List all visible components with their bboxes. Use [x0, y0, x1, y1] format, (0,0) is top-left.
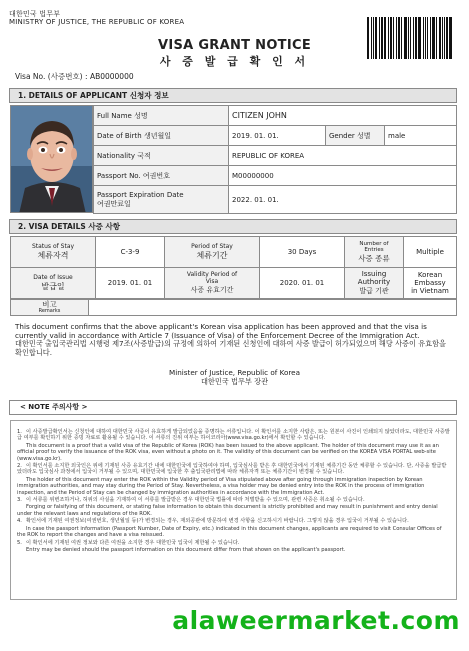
gender-value: male: [385, 126, 457, 146]
note-text: 이 확인서에 기재된 여권 정보와 다른 여권을 소지한 경우 대한민국 입국이 제한될 수 있습니다.: [26, 539, 240, 546]
note-item: [17, 429, 450, 442]
note-item: [17, 443, 450, 462]
signer-en: Minister of Justice, Republic of Korea: [169, 368, 300, 377]
note-text: In case the passport information (Passport Number, Date of Expiry, etc.) indicated in this document changes, applicants are required to visit Consular Offices of the ROK to report the changes and have a visa reissued.: [17, 525, 442, 539]
period-of-stay-value: 30 Days: [260, 237, 345, 268]
note-text: 이 사증발급확인서는 신청인에 대하여 대한민국 사증이 유효하게 발급되었음을 증명하는 서류입니다. 이 확인서를 소지한 사람은, 또는 원본이 사진이 인쇄되지 않았더라도, 대한민국 사증발급 여부를 확인하기 위한 증빙 자료로 활용될 수 있습니다. 이 서류의 진위 여부는 하이코리아(www.visa.go.kr)에서 확인할 수 있습니다.: [17, 429, 450, 442]
applicant-section-header: [9, 88, 457, 103]
watermark: alaweermarket.com: [172, 606, 460, 635]
note-text: 확인서에 기재된 여권정보(여권번호, 생년월일 등)가 변경되는 경우, 재외공관에 방문하여 변경 사항을 신고하시기 바랍니다. 그렇지 않을 경우 입국이 거부될 수 있습니다.: [26, 518, 409, 525]
notes-list: [10, 420, 457, 600]
full-name-label: Full Name 성명: [94, 106, 229, 126]
validity-period-label: [165, 268, 260, 299]
authority-label-en1: Issuing: [361, 270, 387, 278]
status-label-ko: 체류자격: [37, 251, 69, 260]
period-label-ko: 체류기간: [196, 251, 228, 260]
note-text: This document is a proof that a valid visa of the Republic of Korea (ROK) has been issued to the above applicant. The holder of this document may use it as an official proof to verify the issuance of the ROK visa, even without a photo on it. The validity of this document can be verified on the KOREA VISA PORTAL web-site (www.visa.go.kr).: [17, 442, 439, 462]
date-of-issue-label: [11, 268, 96, 299]
visa-section-title: 2. VISA DETAILS: [18, 222, 86, 231]
document-title: VISA GRANT NOTICE: [157, 38, 312, 53]
status-of-stay-value: C-3-9: [96, 237, 165, 268]
entries-label-ko: 사증 종류: [358, 253, 390, 263]
authority-line1: Korean Embassy: [414, 271, 446, 287]
passport-expiry-value: 2022. 01. 01.: [229, 186, 457, 214]
ministry-header: [9, 10, 184, 26]
entries-label-en2: Entries: [364, 246, 384, 253]
status-of-stay-label: [11, 237, 96, 268]
validity-label-ko: 사증 유효기간: [190, 286, 234, 294]
passport-label: Passport No. 여권번호: [94, 166, 229, 186]
note-number: 1.: [17, 429, 22, 435]
issuing-authority-value: [404, 268, 457, 299]
notes-header: < NOTE 주의사항 >: [9, 400, 457, 415]
applicant-details-table: [93, 105, 457, 214]
visa-number-line: Visa No. (사증번호) : AB0000000: [15, 72, 134, 81]
passport-value: M00000000: [229, 166, 457, 186]
visa-section-header: [9, 219, 457, 234]
note-number: 3.: [17, 497, 22, 504]
confirmation-text: [15, 323, 455, 357]
note-item: [17, 518, 450, 524]
gender-label: Gender 성별: [326, 126, 385, 146]
note-item: [17, 547, 450, 553]
issue-label-en: Date of Issue: [33, 274, 73, 281]
authority-label-en2: Authority: [357, 278, 391, 286]
signer-block: [0, 369, 469, 386]
ministry-name-en: MINISTRY OF JUSTICE, THE REPUBLIC OF KOREA: [9, 18, 185, 26]
issuing-authority-label: [345, 268, 404, 299]
visa-number-label: Visa No.: [15, 72, 46, 81]
note-text: 이 확인서를 소지한 외국인은 위에 기재된 사증 유효기간 내에 대한민국에 입국하여야 하며, 입국심사를 받은 후 대한민국에서 기재된 체류기간 동안 체류할 수 있습니다. 단, 사증을 발급받았더라도 입국심사 과정에서 입국이 거부될 수 있으며, 대한민국에 입국한 후 출입국관리법에 따라 체류자격 또는 체류기간이 변경될 수 있습니다.: [17, 463, 447, 476]
remarks-label-en: Remarks: [38, 308, 61, 314]
note-text: Entry may be denied should the passport information on this document differ from that shown on the applicant's passport.: [26, 546, 346, 553]
issue-label-ko: 발급일: [41, 282, 65, 291]
remarks-row: [10, 299, 457, 316]
note-number: 2.: [17, 463, 22, 470]
visa-number-label-ko: (사증번호): [47, 72, 83, 81]
validity-label-en2: Visa: [205, 278, 219, 285]
period-label-en: Period of Stay: [191, 243, 233, 250]
entries-label-en1: Number of: [359, 240, 389, 247]
entries-label: [345, 237, 404, 268]
date-of-issue-value: 2019. 01. 01: [96, 268, 165, 299]
authority-label-ko: 발급 기관: [359, 287, 389, 295]
remarks-label-ko: 비고: [42, 300, 57, 309]
authority-line2: in Vietnam: [411, 287, 449, 295]
note-item: [17, 477, 450, 496]
passport-expiry-label-en: Passport Expiration Date: [97, 190, 184, 199]
status-label-en: Status of Stay: [31, 243, 75, 250]
period-of-stay-label: [165, 237, 260, 268]
note-text: Forging or falsifying of this document, or stating false information to obtain this document is strictly prohibited and may result in punishment and entry denial under the relevant laws and regulations of the ROK.: [17, 504, 438, 517]
note-item: [17, 526, 450, 539]
remarks-label: [11, 300, 89, 315]
visa-details-table: [10, 236, 457, 299]
full-name-value: CITIZEN JOHN: [229, 106, 457, 126]
applicant-section-title: 1. DETAILS OF APPLICANT: [18, 91, 128, 100]
applicant-section-title-ko: 신청자 정보: [129, 91, 169, 100]
entries-value: Multiple: [404, 237, 457, 268]
note-text: The holder of this document may enter the ROK within the Validity period of Visa stipulated above after going through immigration inspection by Korean immigration authorities, and may stay during the Period of Stay. Nevertheless, a visa holder may be denied entry into the ROK in the process of immigration inspection, and the Period of Stay can be changed by immigration authorities in accordance with the Immigration Act.: [17, 476, 425, 496]
note-item: [17, 540, 450, 546]
confirmation-ko: 대한민국 출입국관리법 시행령 제7조(사증발급)의 규정에 의하여 기재된 신청인에 대하여 사증 발급이 허가되었으며 해당 사증이 유효함을 확인합니다.: [15, 339, 446, 357]
signer-ko: 대한민국 법무부 장관: [200, 376, 269, 386]
note-item: [17, 497, 450, 503]
note-item: [17, 463, 450, 476]
note-number: 4.: [17, 518, 22, 525]
confirmation-en: This document confirms that the above applicant's Korean visa application has been approved and that the visa is currently valid in accordance with Article 7 (Issuance of Visa) of the Enforcement Decree of the Immigration Act.: [15, 322, 427, 340]
applicant-photo: [10, 105, 93, 213]
dob-label: Date of Birth 생년월일: [94, 126, 229, 146]
document-title-ko: 사 증 발 급 확 인 서: [159, 55, 310, 68]
validity-label-en1: Validity Period of: [186, 271, 238, 278]
note-number: 5.: [17, 539, 22, 546]
note-item: [17, 504, 450, 517]
passport-expiry-label-ko: 여권만료일: [97, 199, 131, 208]
visa-number-value: AB0000000: [89, 72, 134, 81]
validity-period-value: 2020. 01. 01: [260, 268, 345, 299]
nationality-value: REPUBLIC OF KOREA: [229, 146, 457, 166]
visa-section-title-ko: 사증 사항: [88, 222, 120, 231]
nationality-label: Nationality 국적: [94, 146, 229, 166]
ministry-name-ko: 대한민국 법무부: [9, 10, 61, 18]
portrait-image: [11, 106, 93, 213]
note-text: 이 서류를 위변조하거나, 허위의 사실을 기재하여 이 서류를 발급받은 경우 대한민국 법률에 따라 처벌받을 수 있으며, 관련 사증은 취소될 수 있습니다.: [26, 497, 365, 504]
passport-expiry-label: [94, 186, 229, 214]
dob-value: 2019. 01. 01.: [229, 126, 326, 146]
